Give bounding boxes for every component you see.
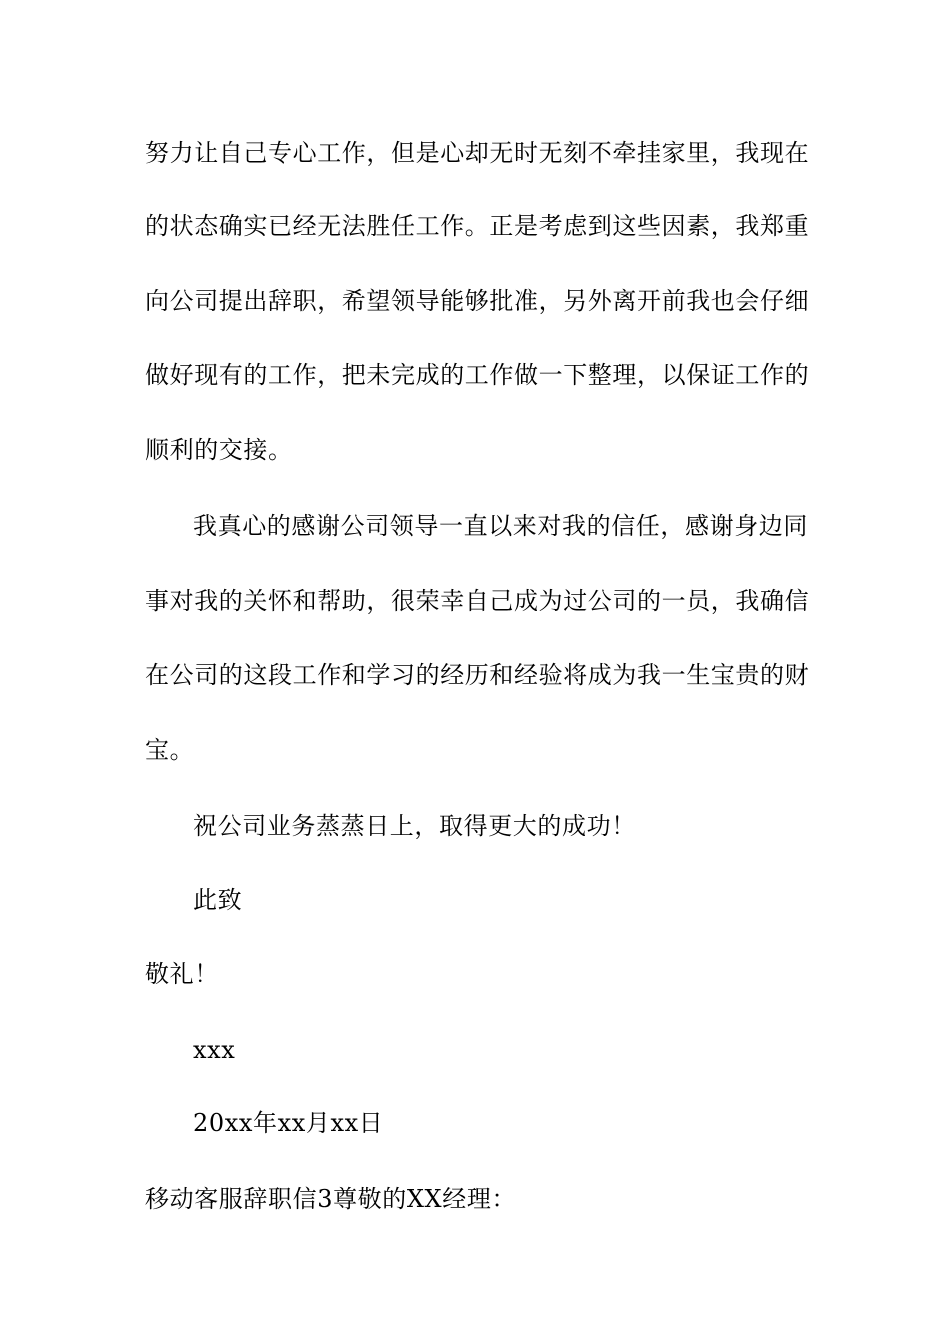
- wishes-line: 祝公司业务蒸蒸日上，取得更大的成功！: [193, 812, 636, 840]
- paragraph-line: 努力让自己专心工作，但是心却无时无刻不牵挂家里，我现在: [145, 139, 810, 167]
- closing-cizhi: 此致: [193, 886, 243, 914]
- paragraph-line: 我真心的感谢公司领导一直以来对我的信任，感谢身边同: [193, 512, 808, 540]
- paragraph-line: 宝。: [145, 736, 195, 764]
- paragraph-line: 在公司的这段工作和学习的经历和经验将成为我一生宝贵的财: [145, 661, 810, 689]
- paragraph-line: 向公司提出辞职，希望领导能够批准，另外离开前我也会仔细: [145, 287, 810, 315]
- signature-date: 20xx年xx月xx日: [193, 1109, 384, 1137]
- paragraph-line: 做好现有的工作，把未完成的工作做一下整理，以保证工作的: [145, 361, 810, 389]
- paragraph-line: 顺利的交接。: [145, 436, 293, 464]
- paragraph-line: 事对我的关怀和帮助，很荣幸自己成为过公司的一员，我确信: [145, 587, 810, 615]
- signature-name: xxx: [193, 1036, 236, 1064]
- next-letter-heading: 移动客服辞职信3尊敬的XX经理：: [145, 1185, 517, 1213]
- closing-jingli: 敬礼！: [145, 960, 219, 988]
- paragraph-line: 的状态确实已经无法胜任工作。正是考虑到这些因素，我郑重: [145, 212, 810, 240]
